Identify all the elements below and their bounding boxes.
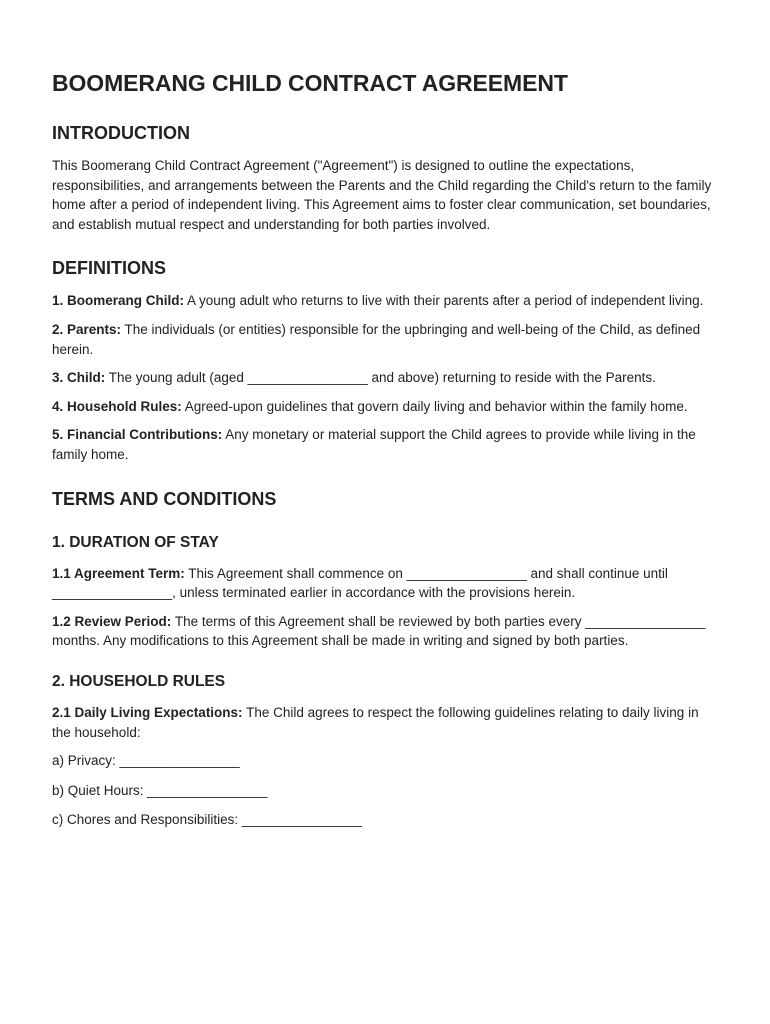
definitions-section [52,258,718,464]
definition-item [52,320,718,359]
document-title: BOOMERANG CHILD CONTRACT AGREEMENT [52,70,568,96]
introduction-section [52,123,718,234]
definition-term: 5. Financial Contributions: [52,427,223,443]
definition-text: The individuals (or entities) responsible for the upbringing and well-being of the Child, as defined herein. [52,321,701,357]
definition-text: A young adult who returns to live with their parents after a period of independent living. [184,293,704,309]
definition-item [52,291,718,311]
clause-text: The terms of this Agreement shall be reviewed by both parties every ________________ months. Any modifications to this Agreement shall be made in writing and signed by both parties. [52,613,706,649]
definition-item [52,368,718,388]
definition-text: Agreed-upon guidelines that govern daily living and behavior within the family home. [181,398,688,414]
definition-term: 4. Household Rules: [52,398,182,414]
clause-item [52,703,718,742]
duration-subsection [52,534,718,651]
list-item: b) Quiet Hours: ________________ [52,782,268,798]
household-heading: 2. HOUSEHOLD RULES [52,672,226,690]
household-subsection [52,673,718,830]
definition-term: 3. Child: [52,370,106,386]
clause-text: This Agreement shall commence on ________________ and shall continue until ________________, unless terminated earlier in accordance with the provisions herein. [52,565,668,601]
clause-item [52,564,718,603]
terms-heading: TERMS AND CONDITIONS [52,488,277,509]
clause-term: 1.1 Agreement Term: [52,565,185,581]
duration-heading: 1. DURATION OF STAY [52,533,219,551]
definition-item [52,425,718,464]
definition-text: Any monetary or material support the Child agrees to provide while living in the family home. [52,427,696,462]
definition-term: 1. Boomerang Child: [52,293,185,309]
definitions-heading: DEFINITIONS [52,258,167,279]
terms-section [52,489,718,830]
introduction-heading: INTRODUCTION [52,123,190,143]
clause-item [52,612,718,651]
definition-text: The young adult (aged ________________ and above) returning to reside with the Parents. [105,370,656,386]
clause-text: The Child agrees to respect the following guidelines relating to daily living in the household: [52,704,699,740]
introduction-text: This Boomerang Child Contract Agreement ("Agreement") is designed to outline the expectations, responsibilities, and arrangements between the Parents and the Child regarding the Child's return to the family home after a period of independent living. This Agreement aims to foster clear communication, set boundaries, and establish mutual respect and understanding for both parties involved. [52,158,712,232]
list-item: a) Privacy: ________________ [52,753,240,769]
list-item: c) Chores and Responsibilities: ________________ [52,812,362,828]
definition-item [52,397,718,417]
clause-term: 2.1 Daily Living Expectations: [52,704,243,720]
clause-term: 1.2 Review Period: [52,613,172,629]
definition-term: 2. Parents: [52,321,122,337]
